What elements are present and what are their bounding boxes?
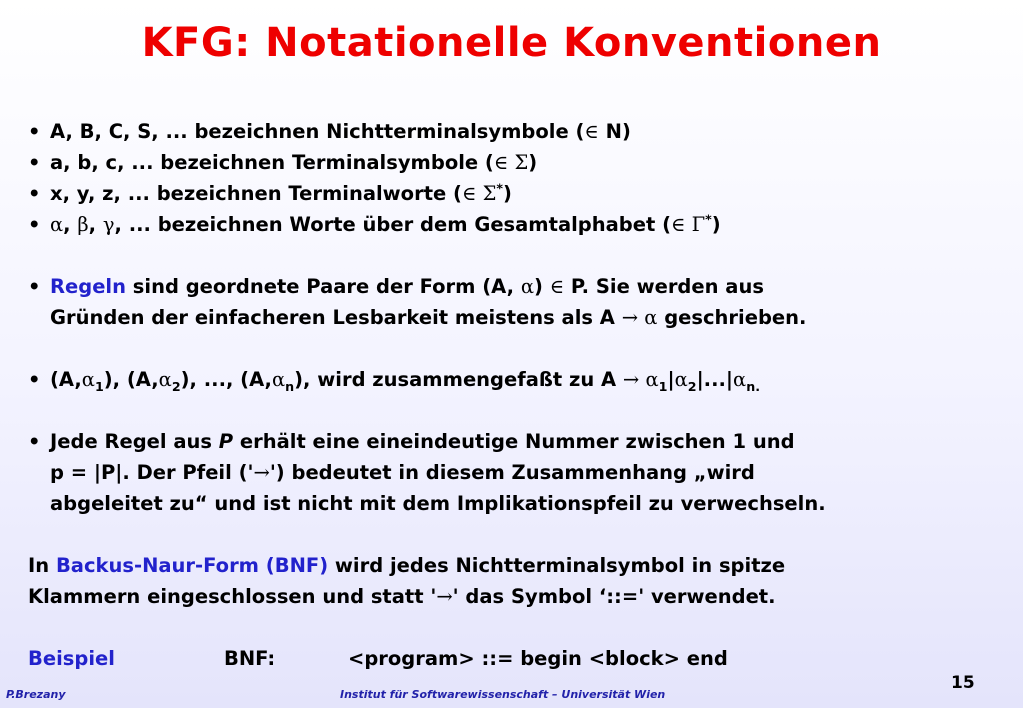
bullet-icon: • (28, 213, 41, 236)
alpha-symbol: α (271, 368, 286, 391)
bnf-label: BNF: (224, 647, 276, 670)
text: ), (A, (103, 368, 159, 391)
footer-institute: Institut für Softwarewissenschaft – Universität Wien (340, 688, 666, 701)
bullet-line-words (28, 209, 1003, 240)
text: ' das Symbol ‘::=' verwendet. (452, 585, 776, 608)
alpha-symbol: α (520, 275, 534, 298)
element-of-symbol: ∈ (584, 120, 599, 143)
text: erhält eine eineindeutige Nummer zwischen 1 und (233, 430, 795, 453)
text: sind geordnete Paare der Form (A, (126, 275, 521, 298)
text: | (667, 368, 675, 391)
subscript: 2 (171, 378, 181, 394)
bullet-line-terminals (28, 147, 1003, 178)
text: (A, (50, 368, 82, 391)
continuation-line (28, 457, 1003, 488)
kleene-star: * (705, 211, 712, 227)
alpha-symbol: α (733, 368, 747, 391)
bullet-icon: • (28, 182, 41, 205)
alpha-symbol: α (639, 368, 659, 391)
element-of-symbol: ∈ (493, 151, 509, 174)
alpha-symbol: α (674, 368, 688, 391)
text: Gründen der einfacheren Lesbarkeit meistens als A (50, 306, 622, 329)
bullet-line-nonterminals (28, 116, 1003, 147)
element-of-symbol: ∈ (671, 213, 686, 236)
alpha-symbol: α (81, 368, 95, 391)
text: wird jedes Nichtterminalsymbol in spitze (328, 554, 786, 577)
text: x, y, z, ... bezeichnen Terminalworte ( (50, 182, 462, 205)
continuation-line (28, 488, 1003, 519)
beispiel-label: Beispiel (28, 647, 115, 670)
element-of-symbol: ∈ (461, 182, 477, 205)
text: In (28, 554, 56, 577)
regeln-term: Regeln (50, 275, 126, 298)
text: ), ..., (A, (180, 368, 272, 391)
alpha-symbol: α (638, 306, 658, 329)
sigma-symbol: Σ (508, 151, 529, 174)
gamma-symbol: γ (102, 213, 115, 236)
bnf-line (28, 550, 1003, 581)
beta-symbol: β (77, 213, 89, 236)
footer-author: P.Brezany (6, 688, 66, 701)
alpha-symbol: α (158, 368, 172, 391)
text: N) (598, 120, 631, 143)
slide-body (28, 116, 1003, 674)
bullet-icon: • (28, 151, 41, 174)
bullet-icon: • (28, 120, 41, 143)
bullet-icon: • (28, 275, 41, 298)
text: a, b, c, ... bezeichnen Terminalsymbole ( (50, 151, 494, 174)
arrow-symbol: → (253, 461, 270, 484)
slide-title: KFG: Notationelle Konventionen (141, 20, 882, 66)
gamma-upper-symbol: Γ (685, 213, 706, 236)
element-of-symbol: ∈ (549, 275, 565, 298)
subscript: 1 (94, 378, 104, 394)
sigma-symbol: Σ (476, 182, 497, 205)
text: , ... bezeichnen Worte über dem Gesamtalphabet ( (114, 213, 671, 236)
text: abgeleitet zu“ und ist nicht mit dem Implikationspfeil zu verwechseln. (50, 492, 826, 515)
bullet-line-terminal-words (28, 178, 1003, 209)
example-line (28, 643, 1003, 674)
text: geschrieben. (657, 306, 807, 329)
text: A, B, C, S, ... bezeichnen Nichtterminalsymbole ( (50, 120, 585, 143)
alpha-symbol: α (50, 213, 64, 236)
text: Klammern eingeschlossen und statt ' (28, 585, 437, 608)
text: , (63, 213, 78, 236)
subscript: 2 (687, 378, 697, 394)
text: ) (503, 182, 512, 205)
text: ), wird zusammengefaßt zu A (294, 368, 623, 391)
subscript: 1 (658, 378, 668, 394)
bnf-term: Backus-Naur-Form (BNF) (55, 554, 329, 577)
bnf-rule: <program> ::= begin <block> end (348, 647, 728, 670)
subscript: n (285, 378, 295, 394)
text: ) (711, 213, 721, 236)
arrow-symbol: → (436, 585, 453, 608)
text: Jede Regel aus (50, 430, 219, 453)
text: p = |P|. Der Pfeil (' (50, 461, 254, 484)
text: , (88, 213, 103, 236)
p-italic: P (218, 430, 234, 453)
bnf-line-2 (28, 581, 1003, 612)
text: ) (528, 151, 538, 174)
continuation-line (28, 302, 1003, 333)
bullet-line-rules (28, 271, 1003, 302)
bullet-icon: • (28, 368, 41, 391)
text: ') bedeutet in diesem Zusammenhang „wird (269, 461, 755, 484)
bullet-line-combined (28, 364, 1003, 395)
text: |...| (696, 368, 734, 391)
arrow-symbol: → (621, 306, 639, 329)
bullet-icon: • (28, 430, 41, 453)
text: P. Sie werden aus (564, 275, 764, 298)
kleene-star: * (496, 180, 504, 196)
bullet-line-numbering (28, 426, 1003, 457)
arrow-symbol: → (622, 368, 640, 391)
text: ) (534, 275, 550, 298)
page-number: 15 (951, 673, 975, 693)
subscript: n. (746, 378, 761, 394)
